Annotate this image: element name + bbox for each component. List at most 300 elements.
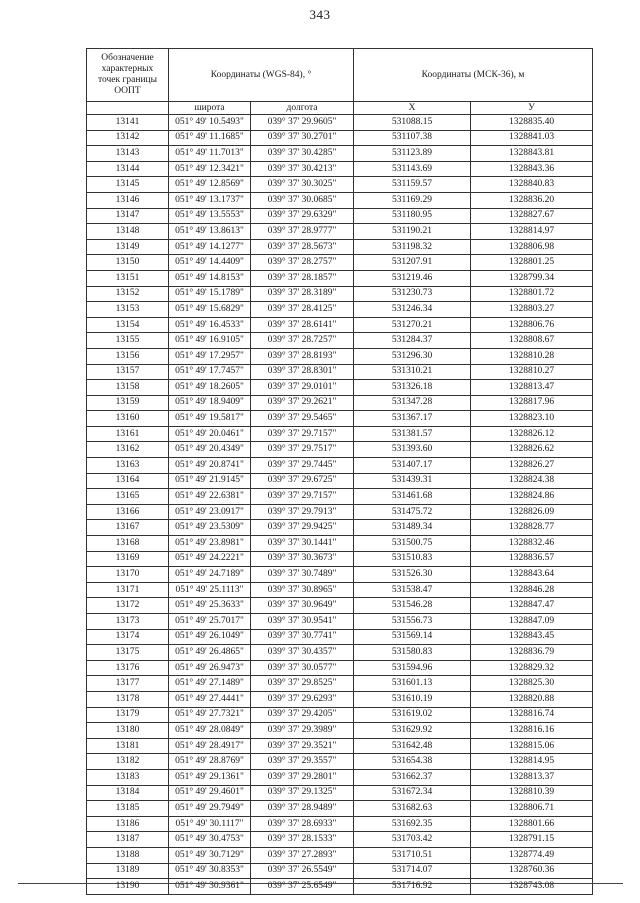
longitude-cell: 039° 37' 28.1533" [251, 832, 354, 848]
x-cell: 531489.34 [354, 520, 471, 536]
wgs84-column-header: Координаты (WGS-84), ° [169, 49, 354, 102]
y-cell: 1328801.25 [471, 255, 593, 271]
msk36-column-header: Координаты (МСК-36), м [354, 49, 593, 102]
table-row [87, 130, 593, 146]
y-cell: 1328791.15 [471, 832, 593, 848]
table-row [87, 879, 593, 895]
longitude-cell: 039° 37' 28.9777" [251, 224, 354, 240]
longitude-cell: 039° 37' 30.8965" [251, 582, 354, 598]
longitude-cell: 039° 37' 28.4125" [251, 302, 354, 318]
longitude-cell: 039° 37' 29.3521" [251, 738, 354, 754]
point-id-cell: 13154 [87, 317, 169, 333]
x-cell: 531710.51 [354, 847, 471, 863]
point-id-cell: 13184 [87, 785, 169, 801]
y-cell: 1328824.86 [471, 489, 593, 505]
point-id-cell: 13172 [87, 598, 169, 614]
table-row [87, 426, 593, 442]
point-id-cell: 13169 [87, 551, 169, 567]
x-cell: 531601.13 [354, 676, 471, 692]
y-cell: 1328843.81 [471, 146, 593, 162]
y-cell: 1328847.47 [471, 598, 593, 614]
table-row [87, 754, 593, 770]
point-id-cell: 13145 [87, 177, 169, 193]
x-cell: 531219.46 [354, 270, 471, 286]
longitude-cell: 039° 37' 29.7157" [251, 489, 354, 505]
point-id-cell: 13158 [87, 380, 169, 396]
longitude-cell: 039° 37' 26.5549" [251, 863, 354, 879]
table-row [87, 489, 593, 505]
x-cell: 531461.68 [354, 489, 471, 505]
latitude-cell: 051° 49' 28.8769" [169, 754, 251, 770]
latitude-cell: 051° 49' 18.9409" [169, 395, 251, 411]
latitude-cell: 051° 49' 14.8153" [169, 270, 251, 286]
latitude-cell: 051° 49' 27.4441" [169, 691, 251, 707]
table-row [87, 504, 593, 520]
table-row [87, 239, 593, 255]
table-row [87, 582, 593, 598]
latitude-cell: 051° 49' 29.7949" [169, 801, 251, 817]
y-cell: 1328827.67 [471, 208, 593, 224]
latitude-cell: 051° 49' 12.8569" [169, 177, 251, 193]
latitude-cell: 051° 49' 26.9473" [169, 660, 251, 676]
table-row [87, 348, 593, 364]
latitude-cell: 051° 49' 24.7189" [169, 567, 251, 583]
longitude-cell: 039° 37' 29.6329" [251, 208, 354, 224]
x-cell: 531381.57 [354, 426, 471, 442]
x-cell: 531662.37 [354, 769, 471, 785]
x-cell: 531347.28 [354, 395, 471, 411]
table-row [87, 458, 593, 474]
table-row [87, 691, 593, 707]
x-cell: 531510.83 [354, 551, 471, 567]
x-cell: 531143.69 [354, 161, 471, 177]
latitude-cell: 051° 49' 30.7129" [169, 847, 251, 863]
point-id-cell: 13160 [87, 411, 169, 427]
point-id-cell: 13179 [87, 707, 169, 723]
x-cell: 531169.29 [354, 192, 471, 208]
table-row [87, 317, 593, 333]
page-number: 343 [309, 7, 331, 22]
longitude-cell: 039° 37' 29.9605" [251, 115, 354, 131]
longitude-cell: 039° 37' 30.4357" [251, 645, 354, 661]
point-id-cell: 13182 [87, 754, 169, 770]
y-cell: 1328824.38 [471, 473, 593, 489]
longitude-cell: 039° 37' 29.9425" [251, 520, 354, 536]
y-cell: 1328817.96 [471, 395, 593, 411]
latitude-cell: 051° 49' 11.1685" [169, 130, 251, 146]
point-id-cell: 13159 [87, 395, 169, 411]
point-id-cell: 13152 [87, 286, 169, 302]
longitude-cell: 039° 37' 28.2757" [251, 255, 354, 271]
coordinates-table [86, 48, 593, 895]
longitude-cell: 039° 37' 28.6141" [251, 317, 354, 333]
point-id-cell: 13165 [87, 489, 169, 505]
latitude-cell: 051° 49' 16.4533" [169, 317, 251, 333]
latitude-cell: 051° 49' 30.9361" [169, 879, 251, 895]
y-subheader: У [471, 102, 593, 115]
x-cell: 531556.73 [354, 614, 471, 630]
point-id-cell: 13173 [87, 614, 169, 630]
latitude-cell: 051° 49' 29.4601" [169, 785, 251, 801]
y-cell: 1328760.36 [471, 863, 593, 879]
x-cell: 531180.95 [354, 208, 471, 224]
x-cell: 531629.92 [354, 723, 471, 739]
x-cell: 531393.60 [354, 442, 471, 458]
longitude-cell: 039° 37' 29.0101" [251, 380, 354, 396]
point-id-cell: 13166 [87, 504, 169, 520]
longitude-cell: 039° 37' 29.6293" [251, 691, 354, 707]
longitude-cell: 039° 37' 30.3673" [251, 551, 354, 567]
x-cell: 531198.32 [354, 239, 471, 255]
latitude-cell: 051° 49' 14.4409" [169, 255, 251, 271]
longitude-cell: 039° 37' 29.7913" [251, 504, 354, 520]
x-cell: 531642.48 [354, 738, 471, 754]
latitude-cell: 051° 49' 18.2605" [169, 380, 251, 396]
point-id-cell: 13183 [87, 769, 169, 785]
point-id-cell: 13162 [87, 442, 169, 458]
latitude-cell: 051° 49' 14.1277" [169, 239, 251, 255]
table-row [87, 255, 593, 271]
empty-subheader [87, 102, 169, 115]
latitude-cell: 051° 49' 22.6381" [169, 489, 251, 505]
table-row [87, 333, 593, 349]
x-cell: 531190.21 [354, 224, 471, 240]
point-id-cell: 13163 [87, 458, 169, 474]
table-row [87, 801, 593, 817]
longitude-cell: 039° 37' 30.1441" [251, 536, 354, 552]
y-cell: 1328828.77 [471, 520, 593, 536]
table-row [87, 769, 593, 785]
longitude-cell: 039° 37' 30.7741" [251, 629, 354, 645]
table-row [87, 473, 593, 489]
x-subheader: X [354, 102, 471, 115]
y-cell: 1328808.67 [471, 333, 593, 349]
table-row [87, 302, 593, 318]
point-id-cell: 13190 [87, 879, 169, 895]
x-cell: 531654.38 [354, 754, 471, 770]
y-cell: 1328832.46 [471, 536, 593, 552]
x-cell: 531107.38 [354, 130, 471, 146]
point-id-cell: 13156 [87, 348, 169, 364]
point-id-cell: 13181 [87, 738, 169, 754]
x-cell: 531159.57 [354, 177, 471, 193]
table-row [87, 567, 593, 583]
point-id-cell: 13157 [87, 364, 169, 380]
y-cell: 1328846.28 [471, 582, 593, 598]
longitude-cell: 039° 37' 29.7517" [251, 442, 354, 458]
y-cell: 1328810.39 [471, 785, 593, 801]
footer-divider [18, 883, 623, 884]
latitude-cell: 051° 49' 28.0849" [169, 723, 251, 739]
table-row [87, 707, 593, 723]
longitude-cell: 039° 37' 29.5465" [251, 411, 354, 427]
x-cell: 531270.21 [354, 317, 471, 333]
longitude-cell: 039° 37' 30.4213" [251, 161, 354, 177]
point-id-cell: 13149 [87, 239, 169, 255]
y-cell: 1328813.47 [471, 380, 593, 396]
table-row [87, 847, 593, 863]
y-cell: 1328814.97 [471, 224, 593, 240]
latitude-subheader: широта [169, 102, 251, 115]
point-id-cell: 13148 [87, 224, 169, 240]
x-cell: 531123.89 [354, 146, 471, 162]
point-id-cell: 13146 [87, 192, 169, 208]
point-id-cell: 13153 [87, 302, 169, 318]
y-cell: 1328803.27 [471, 302, 593, 318]
longitude-cell: 039° 37' 30.3025" [251, 177, 354, 193]
x-cell: 531310.21 [354, 364, 471, 380]
longitude-cell: 039° 37' 29.4205" [251, 707, 354, 723]
x-cell: 531230.73 [354, 286, 471, 302]
point-id-cell: 13168 [87, 536, 169, 552]
table-row [87, 785, 593, 801]
longitude-cell: 039° 37' 28.9489" [251, 801, 354, 817]
y-cell: 1328826.27 [471, 458, 593, 474]
y-cell: 1328835.40 [471, 115, 593, 131]
x-cell: 531526.30 [354, 567, 471, 583]
x-cell: 531546.28 [354, 598, 471, 614]
table-row [87, 598, 593, 614]
y-cell: 1328799.34 [471, 270, 593, 286]
table-row [87, 146, 593, 162]
point-id-cell: 13186 [87, 816, 169, 832]
x-cell: 531703.42 [354, 832, 471, 848]
longitude-cell: 039° 37' 29.2801" [251, 769, 354, 785]
longitude-cell: 039° 37' 30.9649" [251, 598, 354, 614]
longitude-cell: 039° 37' 29.2621" [251, 395, 354, 411]
y-cell: 1328843.45 [471, 629, 593, 645]
longitude-cell: 039° 37' 28.1857" [251, 270, 354, 286]
latitude-cell: 051° 49' 27.1489" [169, 676, 251, 692]
x-cell: 531246.34 [354, 302, 471, 318]
table-row [87, 192, 593, 208]
x-cell: 531610.19 [354, 691, 471, 707]
point-id-cell: 13150 [87, 255, 169, 271]
table-body [87, 115, 593, 895]
x-cell: 531538.47 [354, 582, 471, 598]
table-row [87, 863, 593, 879]
latitude-cell: 051° 49' 15.6829" [169, 302, 251, 318]
point-id-cell: 13171 [87, 582, 169, 598]
point-id-cell: 13188 [87, 847, 169, 863]
latitude-cell: 051° 49' 23.5309" [169, 520, 251, 536]
table-row [87, 380, 593, 396]
longitude-cell: 039° 37' 28.7257" [251, 333, 354, 349]
y-cell: 1328826.12 [471, 426, 593, 442]
table-row [87, 208, 593, 224]
x-cell: 531367.17 [354, 411, 471, 427]
y-cell: 1328801.72 [471, 286, 593, 302]
longitude-cell: 039° 37' 30.0577" [251, 660, 354, 676]
point-id-cell: 13174 [87, 629, 169, 645]
x-cell: 531672.34 [354, 785, 471, 801]
y-cell: 1328825.30 [471, 676, 593, 692]
latitude-cell: 051° 49' 19.5817" [169, 411, 251, 427]
latitude-cell: 051° 49' 26.4865" [169, 645, 251, 661]
table-row [87, 115, 593, 131]
longitude-cell: 039° 37' 27.2893" [251, 847, 354, 863]
y-cell: 1328814.95 [471, 754, 593, 770]
longitude-cell: 039° 37' 29.7157" [251, 426, 354, 442]
longitude-cell: 039° 37' 29.1325" [251, 785, 354, 801]
table-row [87, 660, 593, 676]
y-cell: 1328806.98 [471, 239, 593, 255]
latitude-cell: 051° 49' 25.3633" [169, 598, 251, 614]
x-cell: 531207.91 [354, 255, 471, 271]
point-id-cell: 13177 [87, 676, 169, 692]
y-cell: 1328829.32 [471, 660, 593, 676]
longitude-cell: 039° 37' 30.9541" [251, 614, 354, 630]
table-row [87, 614, 593, 630]
point-id-cell: 13151 [87, 270, 169, 286]
y-cell: 1328847.09 [471, 614, 593, 630]
y-cell: 1328826.62 [471, 442, 593, 458]
longitude-cell: 039° 37' 30.2701" [251, 130, 354, 146]
latitude-cell: 051° 49' 27.7321" [169, 707, 251, 723]
latitude-cell: 051° 49' 25.7017" [169, 614, 251, 630]
table-row [87, 629, 593, 645]
table-row [87, 676, 593, 692]
point-id-cell: 13141 [87, 115, 169, 131]
y-cell: 1328816.16 [471, 723, 593, 739]
table-row [87, 364, 593, 380]
x-cell: 531580.83 [354, 645, 471, 661]
point-id-cell: 13167 [87, 520, 169, 536]
longitude-cell: 039° 37' 29.7445" [251, 458, 354, 474]
y-cell: 1328743.08 [471, 879, 593, 895]
longitude-cell: 039° 37' 28.3189" [251, 286, 354, 302]
latitude-cell: 051° 49' 20.0461" [169, 426, 251, 442]
latitude-cell: 051° 49' 24.2221" [169, 551, 251, 567]
table-row [87, 161, 593, 177]
latitude-cell: 051° 49' 23.8981" [169, 536, 251, 552]
table-row [87, 738, 593, 754]
y-cell: 1328836.79 [471, 645, 593, 661]
x-cell: 531682.63 [354, 801, 471, 817]
latitude-cell: 051° 49' 30.8353" [169, 863, 251, 879]
point-id-cell: 13147 [87, 208, 169, 224]
y-cell: 1328841.03 [471, 130, 593, 146]
x-cell: 531439.31 [354, 473, 471, 489]
point-id-cell: 13175 [87, 645, 169, 661]
y-cell: 1328806.71 [471, 801, 593, 817]
latitude-cell: 051° 49' 29.1361" [169, 769, 251, 785]
latitude-cell: 051° 49' 26.1049" [169, 629, 251, 645]
longitude-cell: 039° 37' 28.8301" [251, 364, 354, 380]
table-row [87, 832, 593, 848]
point-id-cell: 13189 [87, 863, 169, 879]
y-cell: 1328816.74 [471, 707, 593, 723]
table-row [87, 395, 593, 411]
y-cell: 1328836.57 [471, 551, 593, 567]
x-cell: 531500.75 [354, 536, 471, 552]
y-cell: 1328801.66 [471, 816, 593, 832]
longitude-cell: 039° 37' 30.0685" [251, 192, 354, 208]
longitude-cell: 039° 37' 30.4285" [251, 146, 354, 162]
longitude-cell: 039° 37' 30.7489" [251, 567, 354, 583]
table-row [87, 551, 593, 567]
latitude-cell: 051° 49' 30.4753" [169, 832, 251, 848]
y-cell: 1328810.28 [471, 348, 593, 364]
latitude-cell: 051° 49' 28.4917" [169, 738, 251, 754]
latitude-cell: 051° 49' 23.0917" [169, 504, 251, 520]
point-id-cell: 13161 [87, 426, 169, 442]
longitude-cell: 039° 37' 29.3989" [251, 723, 354, 739]
longitude-cell: 039° 37' 29.8525" [251, 676, 354, 692]
latitude-cell: 051° 49' 30.1117" [169, 816, 251, 832]
latitude-cell: 051° 49' 15.1789" [169, 286, 251, 302]
y-cell: 1328826.09 [471, 504, 593, 520]
latitude-cell: 051° 49' 11.7013" [169, 146, 251, 162]
point-id-cell: 13180 [87, 723, 169, 739]
x-cell: 531284.37 [354, 333, 471, 349]
table-row [87, 177, 593, 193]
y-cell: 1328823.10 [471, 411, 593, 427]
latitude-cell: 051° 49' 17.2957" [169, 348, 251, 364]
point-id-cell: 13143 [87, 146, 169, 162]
y-cell: 1328810.27 [471, 364, 593, 380]
latitude-cell: 051° 49' 20.8741" [169, 458, 251, 474]
y-cell: 1328774.49 [471, 847, 593, 863]
x-cell: 531475.72 [354, 504, 471, 520]
latitude-cell: 051° 49' 12.3421" [169, 161, 251, 177]
latitude-cell: 051° 49' 25.1113" [169, 582, 251, 598]
x-cell: 531714.07 [354, 863, 471, 879]
latitude-cell: 051° 49' 17.7457" [169, 364, 251, 380]
longitude-subheader: долгота [251, 102, 354, 115]
x-cell: 531569.14 [354, 629, 471, 645]
point-id-cell: 13164 [87, 473, 169, 489]
longitude-cell: 039° 37' 29.3557" [251, 754, 354, 770]
table-row [87, 411, 593, 427]
point-column-header: Обозначение характерных точек границы ООПТ [87, 49, 169, 102]
point-id-cell: 13170 [87, 567, 169, 583]
longitude-cell: 039° 37' 28.5673" [251, 239, 354, 255]
y-cell: 1328843.64 [471, 567, 593, 583]
y-cell: 1328806.76 [471, 317, 593, 333]
table-row [87, 645, 593, 661]
latitude-cell: 051° 49' 21.9145" [169, 473, 251, 489]
y-cell: 1328820.88 [471, 691, 593, 707]
point-id-cell: 13142 [87, 130, 169, 146]
point-id-cell: 13155 [87, 333, 169, 349]
x-cell: 531407.17 [354, 458, 471, 474]
longitude-cell: 039° 37' 28.8193" [251, 348, 354, 364]
point-id-cell: 13185 [87, 801, 169, 817]
point-id-cell: 13176 [87, 660, 169, 676]
x-cell: 531088.15 [354, 115, 471, 131]
x-cell: 531692.35 [354, 816, 471, 832]
table-row [87, 723, 593, 739]
y-cell: 1328843.36 [471, 161, 593, 177]
table-row [87, 286, 593, 302]
point-id-cell: 13178 [87, 691, 169, 707]
y-cell: 1328840.83 [471, 177, 593, 193]
y-cell: 1328836.20 [471, 192, 593, 208]
x-cell: 531296.30 [354, 348, 471, 364]
latitude-cell: 051° 49' 13.5553" [169, 208, 251, 224]
table-row [87, 224, 593, 240]
table-row [87, 536, 593, 552]
longitude-cell: 039° 37' 25.6549" [251, 879, 354, 895]
y-cell: 1328813.37 [471, 769, 593, 785]
latitude-cell: 051° 49' 16.9105" [169, 333, 251, 349]
table-row [87, 442, 593, 458]
longitude-cell: 039° 37' 28.6933" [251, 816, 354, 832]
table-row [87, 520, 593, 536]
x-cell: 531594.96 [354, 660, 471, 676]
point-id-cell: 13144 [87, 161, 169, 177]
